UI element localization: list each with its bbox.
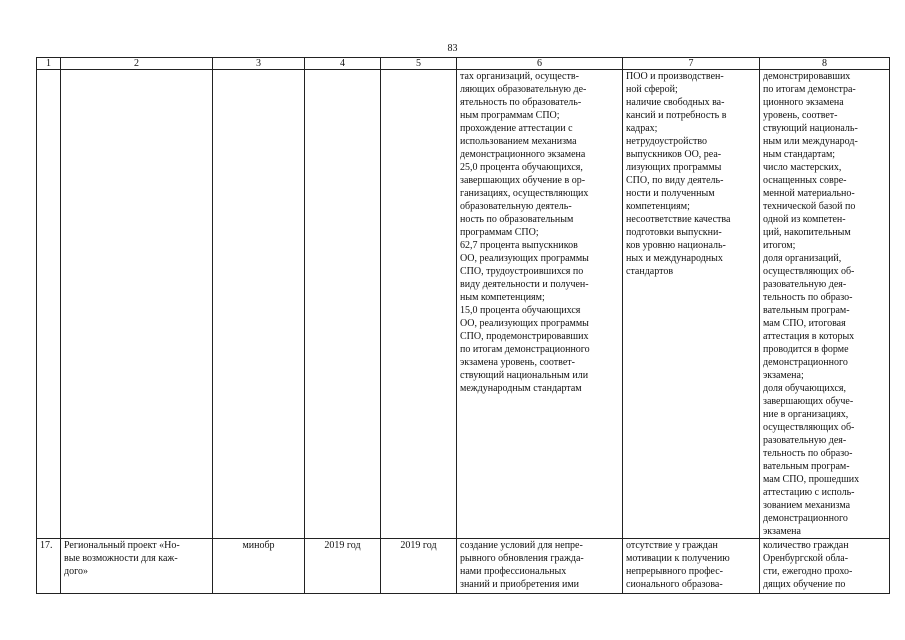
column-header: 7: [623, 58, 760, 70]
column-header: 6: [457, 58, 623, 70]
cell-risks: ПОО и производствен- ной сферой; наличие свободных ва- кансий и потребность в кадрах; нетрудоустройство выпускников ОО, реа- лизующих программы СПО, по виду деятель- ности и полученным компетенциям; несоответствие качества подготовки выпускни- ков уровню националь- ных и международных стандартов: [623, 70, 760, 539]
column-header: 4: [305, 58, 381, 70]
cell-project-name: [61, 70, 213, 539]
column-header: 2: [61, 58, 213, 70]
cell-start: [305, 70, 381, 539]
cell-end: [381, 70, 457, 539]
cell-responsible: [213, 70, 305, 539]
cell-results: тах организаций, осуществ- ляющих образовательную де- ятельность по образователь- ным программам СПО; прохождение аттестации с использованием механизма демонстрационного экзамена 25,0 процента обучающихся, завершающих обучение в ор- ганизациях, осуществляющих образовательную деятель- ность по образовательным программам СПО; 62,7 процента выпускников ОО, реализующих программы СПО, трудоустроившихся по виду деятельности и получен- ным компетенциям; 15,0 процента обучающихся ОО, реализующих программы СПО, продемонстрировавших по итогам демонстрационного экзамена уровень, соответ- ствующий национальным или международным стандартам: [457, 70, 623, 539]
cell-indicators: демонстрировавших по итогам демонстра- ционного экзамена уровень, соответ- ствующий националь- ным или международ- ным стандартам; число мастерских, оснащенных совре- менной материально- технической базой по одной из компетен- ций, накопительным итогом; доля организаций, осуществляющих об- разовательную дея- тельность по образо- вательным програм- мам СПО, итоговая аттестация в которых проводится в форме демонстрационного экзамена; доля обучающихся, завершающих обуче- ние в организациях, осуществляющих об- разовательную дея- тельность по образо- вательным програм- мам СПО, прошедших аттестацию с исполь- зованием механизма демонстрационного экзамена: [760, 70, 890, 539]
document-table: [36, 57, 890, 594]
table-header-row: [37, 58, 890, 70]
table-row-continuation: [37, 70, 890, 539]
cell-risks: отсутствие у граждан мотивации к получению непрерывного профес- сионального образова-: [626, 540, 730, 590]
cell-end: 2019 год: [400, 540, 437, 551]
cell-number: 17.: [40, 540, 53, 551]
cell-number: [37, 70, 61, 539]
column-header: 1: [37, 58, 61, 70]
page-number: 83: [447, 43, 458, 54]
cell-results: создание условий для непре- рывного обновления гражда- нами профессиональных знаний и приобретения ими: [460, 540, 584, 590]
cell-indicators: количество граждан Оренбургской обла- сти, ежегодно прохо- дящих обучение по: [763, 540, 853, 590]
column-header: 8: [760, 58, 890, 70]
column-header: 5: [381, 58, 457, 70]
cell-start: 2019 год: [324, 540, 361, 551]
column-header: 3: [213, 58, 305, 70]
cell-project-name: Региональный проект «Но- вые возможности для каж- дого»: [64, 540, 180, 577]
cell-responsible: минобр: [242, 540, 275, 551]
table-row-17: [37, 539, 890, 594]
